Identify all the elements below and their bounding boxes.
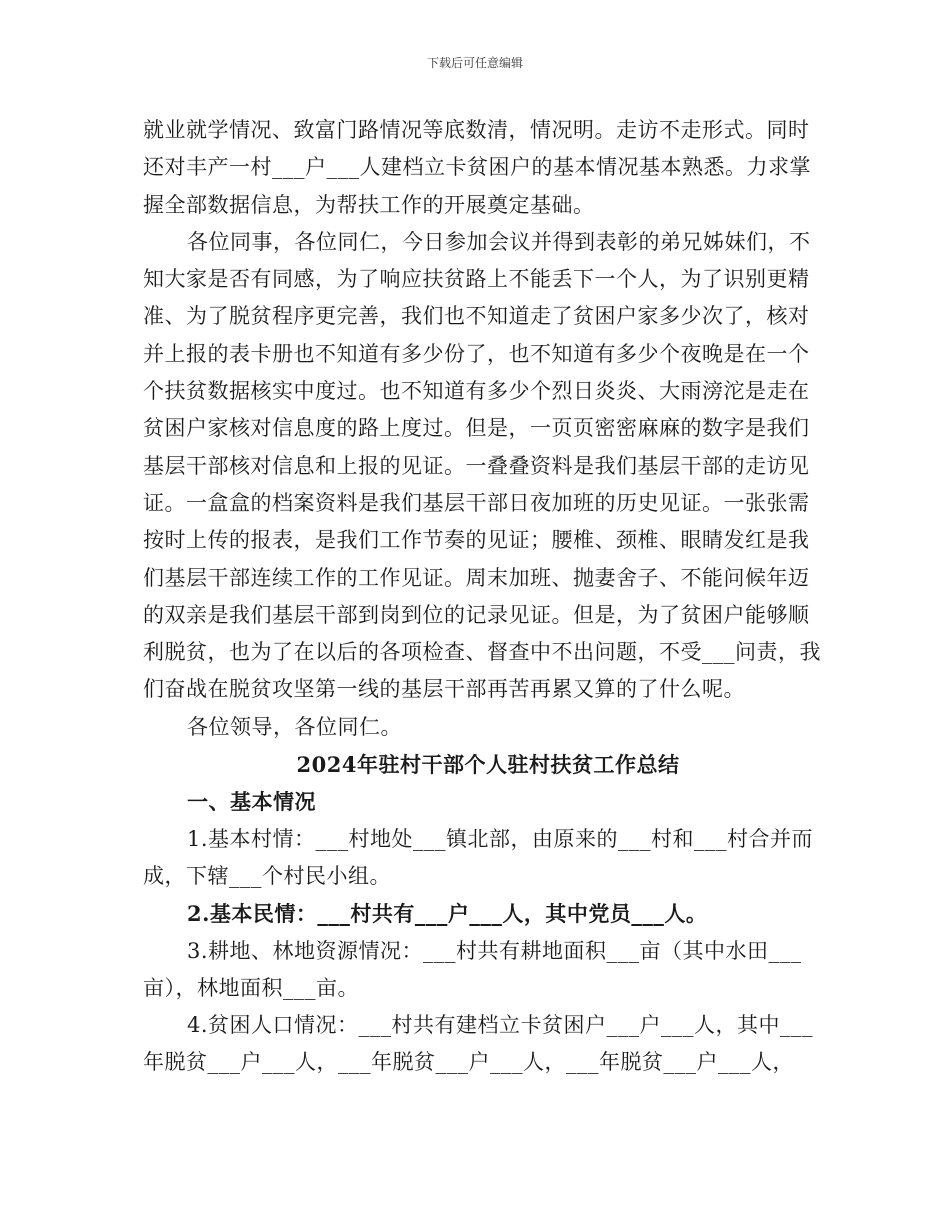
paragraph-closing: 各位领导，各位同仁。 (187, 714, 402, 739)
list-item-land: 3.耕地、林地资源情况：___村共有耕地面积___亩（其中水田___亩），林地面积___亩。 (143, 938, 802, 1000)
paragraph-continuation: 就业就学情况、致富门路情况等底数清，情况明。走访不走形式。同时还对丰产一村___户___人建档立卡贫困户的基本情况基本熟悉。力求掌握全部数据信息，为帮扶工作的开展奠定基础。 (143, 118, 811, 217)
page-header-note: 下载后可任意编辑 (426, 56, 523, 70)
document-body (143, 112, 823, 1082)
list-item-poverty: 4.贫困人口情况：___村共有建档立卡贫困户___户___人，其中___年脱贫___户___人，___年脱贫___户___人，___年脱贫___户___人， (143, 1013, 814, 1075)
paragraph-speech: 各位同事，各位同仁，今日参加会议并得到表彰的弟兄姊妹们，不知大家是否有同感，为了响应扶贫路上不能丢下一个人，为了识别更精准、为了脱贫程序更完善，我们也不知道走了贫困户家多少次了，核对并上报的表卡册也不知道有多少份了，也不知道有多少个夜晚是在一个个扶贫数据核实中度过。也不知道有多少个烈日炎炎、大雨滂沱是走在贫困户家核对信息度的路上度过。但是，一页页密密麻麻的数字是我们基层干部核对信息和上报的见证。一叠叠资料是我们基层干部的走访见证。一盒盒的档案资料是我们基层干部日夜加班的历史见证。一张张需按时上传的报表，是我们工作节奏的见证；腰椎、颈椎、眼睛发红是我们基层干部连续工作的工作见证。周末加班、抛妻舍子、不能问候年迈的双亲是我们基层干部到岗到位的记录见证。但是，为了贫困户能够顺利脱贫，也为了在以后的各项检查、督查中不出问题，不受___问责，我们奋战在脱贫攻坚第一线的基层干部再苦再累又算的了什么呢。 (143, 229, 821, 702)
section-heading: 一、基本情况 (187, 789, 316, 815)
list-item-population: 2.基本民情：___村共有___户___人，其中党员___人。 (187, 901, 708, 927)
document-title: 2024年驻村干部个人驻村扶贫工作总结 (296, 752, 680, 778)
list-item-village: 1.基本村情：___村地处___镇北部，由原来的___村和___村合并而成，下辖___个村民小组。 (143, 826, 814, 888)
